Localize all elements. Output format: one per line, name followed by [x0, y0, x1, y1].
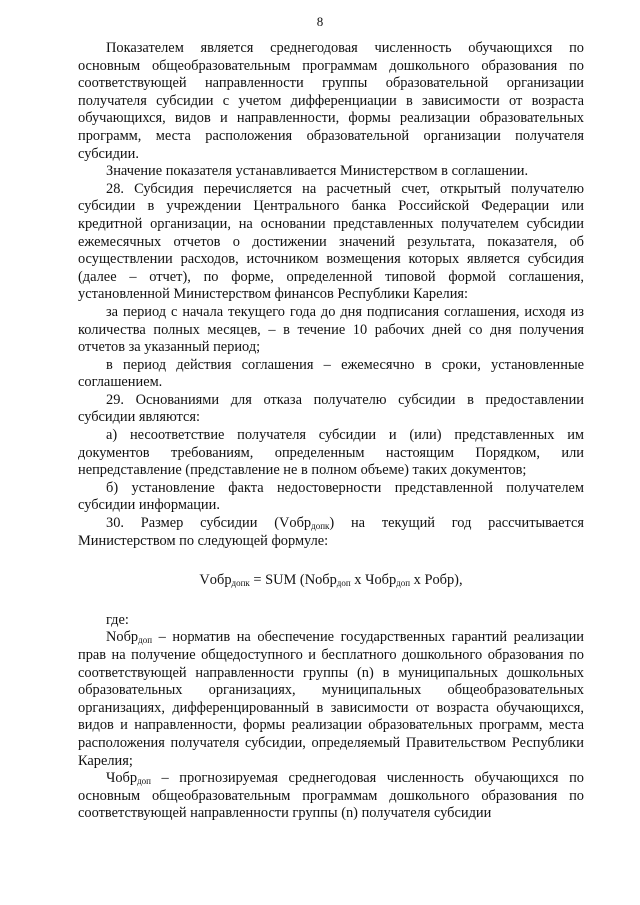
paragraph-30: 30. Размер субсидии (Vобр$_{допк}$) на текущий год рассчитывается Министерством по следующей формуле: [78, 515, 584, 549]
paragraph-28-period-1: за период с начала текущего года до дня подписания соглашения, исходя из количества полных месяцев, – в течение 10 рабочих дней со дня получения отчетов за указанный период; [78, 303, 584, 356]
formula-where: где: [106, 611, 129, 628]
paragraph-29-b: б) установление факта недостоверности представленной получателем субсидии информации. [78, 479, 584, 514]
definition-norm: Nобр$_{доп}$ – норматив на обеспечение государственных гарантий реализации прав на получение общедоступного и бесплатного дошкольного образования по соответствующей направленности группы (n) в муниципальных дошкольных образовательных организациях, муниципальных общеобразовательных организациях, дифференцированный в зависимости от возраста обучающихся, видов и направленности, формы реализации образовательных программ, места расположения получателя субсидии, определяемый Правительством Республики Карелия; [78, 629, 584, 769]
document-body [78, 40, 584, 823]
paragraph-indicator-value: Значение показателя устанавливается Министерством в соглашении. [106, 163, 529, 180]
page-number: 8 [316, 14, 324, 29]
paragraph-29-a: а) несоответствие получателя субсидии и (или) представленных им документов требованиям, определенным настоящим Порядком, или непредставление (представление не в полном объеме) таких документов; [78, 427, 584, 479]
paragraph-28-period-2: в период действия соглашения – ежемесячно в сроки, установленные соглашением. [78, 356, 584, 391]
paragraph-indicator: Показателем является среднегодовая численность обучающихся по основным общеобразовательным программам дошкольного образования по соответствующей направленности группы образовательной организации получателя субсидии с учетом дифференциации в зависимости от возраста обучающихся, видов и направленности, формы реализации образовательных программ, места расположения образовательной организации получателя субсидии. [78, 40, 584, 162]
definition-count: Чобр$_{доп}$ – прогнозируемая среднегодовая численность обучающихся по основным общеобразовательным программам дошкольного образования по соответствующей направленности группы (n) получателя субсидии [78, 770, 584, 822]
paragraph-29: 29. Основаниями для отказа получателю субсидии в предоставлении субсидии являются: [78, 391, 584, 426]
paragraph-28: 28. Субсидия перечисляется на расчетный счет, открытый получателю субсидии в учреждении Центрального банка Российской Федерации или кредитной организации, на основании представленных получателем субсидии ежемесячных отчетов о достижении значений результата, показателя, об осуществлении расходов, источником возмещения которых является субсидия (далее – отчет), по форме, определенной типовой формой соглашения, установленной Министерством финансов Республики Карелия: [78, 180, 584, 303]
subsidy-formula: Vобр$_{допк}$ = SUM (Nобр$_{доп}$ x Чобр$_{доп}$ x Pобр), [199, 572, 463, 589]
